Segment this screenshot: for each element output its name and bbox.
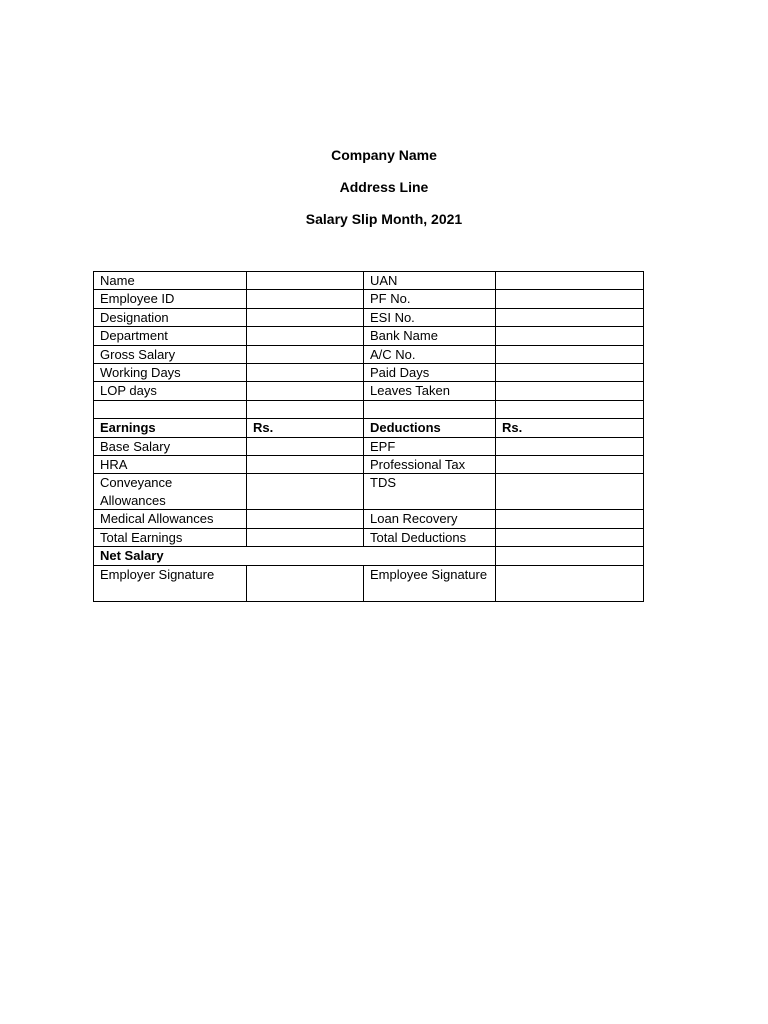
pay-header-row [94,419,644,437]
deduction-amount [496,437,644,455]
company-name: Company Name [331,147,437,163]
info-value [247,327,364,345]
earnings-unit: Rs. [247,419,364,437]
table-row [94,327,644,345]
slip-title: Salary Slip Month, 2021 [305,211,463,227]
deduction-label: TDS [364,474,496,510]
net-salary-label: Net Salary [94,547,496,565]
earning-label: Conveyance Allowances [94,474,247,510]
earning-label: Total Earnings [94,528,247,546]
info-label: A/C No. [364,345,496,363]
deduction-amount [496,474,644,510]
info-label: Department [94,327,247,345]
info-label: Gross Salary [94,345,247,363]
info-value [496,272,644,290]
info-value [496,308,644,326]
table-row [94,272,644,290]
info-label: LOP days [94,382,247,400]
signature-row [94,565,644,601]
deductions-heading: Deductions [364,419,496,437]
table-row [94,308,644,326]
info-value [247,382,364,400]
salary-slip-table [93,271,644,602]
table-row [94,437,644,455]
deduction-amount [496,528,644,546]
deduction-amount [496,510,644,528]
info-label: Bank Name [364,327,496,345]
blank-row [94,400,644,418]
deduction-label: EPF [364,437,496,455]
info-label: UAN [364,272,496,290]
info-label: Name [94,272,247,290]
info-value [247,290,364,308]
address-line: Address Line [339,179,429,195]
info-value [496,327,644,345]
info-label: Working Days [94,364,247,382]
info-value [496,290,644,308]
info-label: Designation [94,308,247,326]
earnings-heading: Earnings [94,419,247,437]
earning-label: Base Salary [94,437,247,455]
deduction-label: Professional Tax [364,456,496,474]
info-value [496,345,644,363]
employee-signature-value [496,565,644,601]
info-value [247,364,364,382]
earning-label: Medical Allowances [94,510,247,528]
table-row [94,456,644,474]
employee-signature-label: Employee Signature [364,565,496,601]
info-label: Leaves Taken [364,382,496,400]
info-value [496,364,644,382]
earning-amount [247,474,364,510]
table-row [94,364,644,382]
info-label: PF No. [364,290,496,308]
info-value [496,382,644,400]
earning-amount [247,528,364,546]
table-row [94,382,644,400]
deduction-label: Total Deductions [364,528,496,546]
table-row [94,510,644,528]
earning-amount [247,437,364,455]
net-salary-value [496,547,644,565]
info-label: Paid Days [364,364,496,382]
earning-label: HRA [94,456,247,474]
info-value [247,308,364,326]
deductions-unit: Rs. [496,419,644,437]
deduction-amount [496,456,644,474]
employer-signature-value [247,565,364,601]
table-row [94,474,644,510]
deduction-label: Loan Recovery [364,510,496,528]
earning-amount [247,510,364,528]
table-row [94,345,644,363]
info-value [247,345,364,363]
employer-signature-label: Employer Signature [94,565,247,601]
info-label: Employee ID [94,290,247,308]
net-salary-row [94,547,644,565]
info-label: ESI No. [364,308,496,326]
info-value [247,272,364,290]
earning-amount [247,456,364,474]
table-row [94,528,644,546]
table-row [94,290,644,308]
